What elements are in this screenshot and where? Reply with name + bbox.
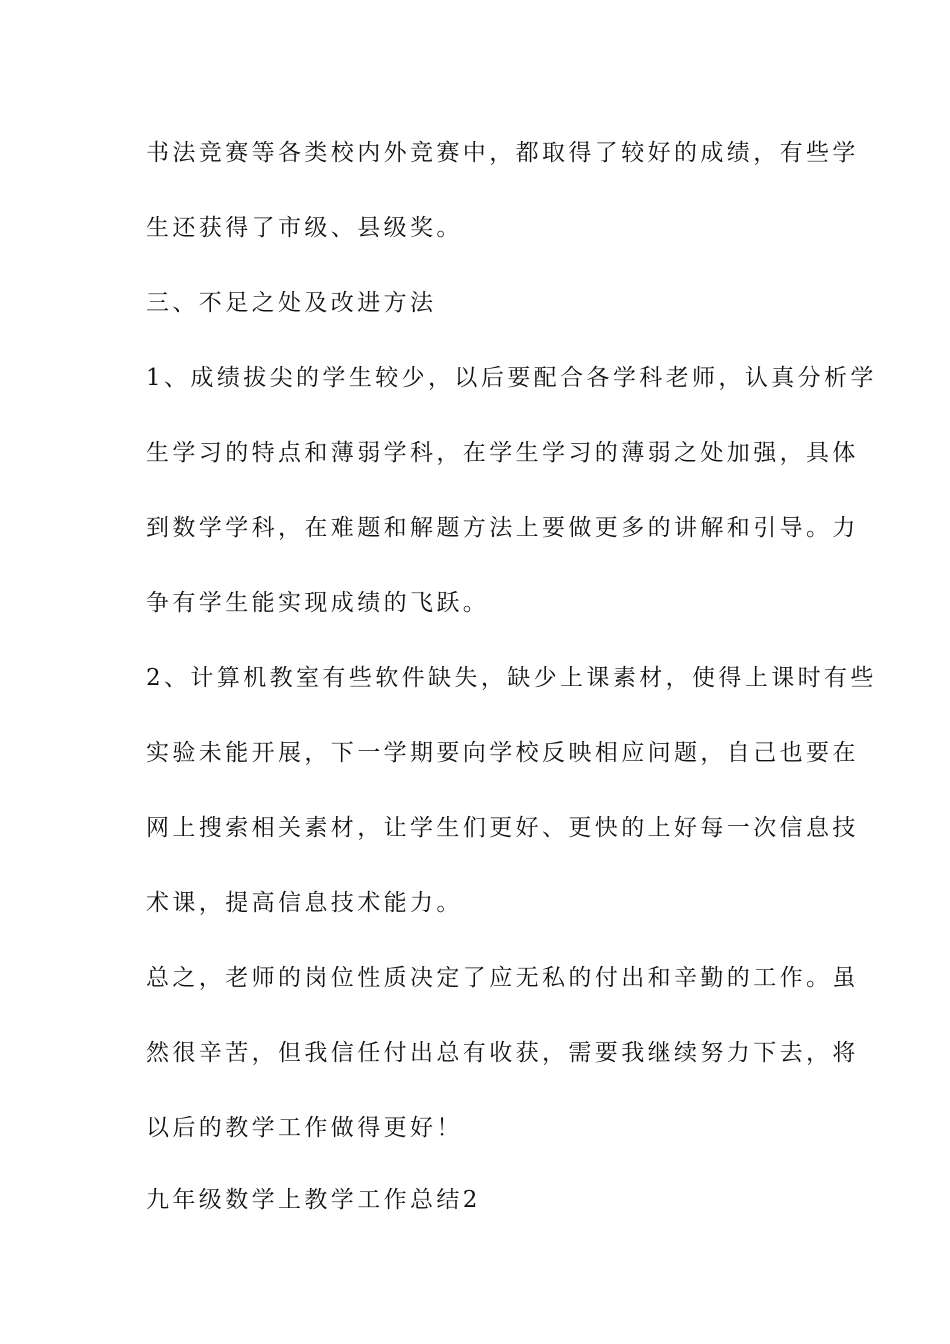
section-heading: 三、不足之处及改进方法	[146, 290, 437, 316]
article-title: 九年级数学上教学工作总结2	[146, 1187, 481, 1213]
body-text-line: 总之，老师的岗位性质决定了应无私的付出和辛勤的工作。虽	[146, 965, 859, 991]
body-text-line: 以后的教学工作做得更好！	[146, 1115, 463, 1141]
list-item-text: 实验未能开展，下一学期要向学校反映相应问题，自己也要在	[146, 740, 859, 766]
list-item-text: 2、计算机教室有些软件缺失，缺少上课素材，使得上课时有些	[146, 665, 877, 691]
list-item-text: 争有学生能实现成绩的飞跃。	[146, 590, 490, 616]
list-item-text: 到数学学科，在难题和解题方法上要做更多的讲解和引导。力	[146, 515, 859, 541]
body-text-line: 书法竞赛等各类校内外竞赛中，都取得了较好的成绩，有些学	[146, 140, 859, 166]
list-item-text: 1、成绩拔尖的学生较少，以后要配合各学科老师，认真分析学	[146, 365, 877, 391]
list-item-text: 网上搜索相关素材，让学生们更好、更快的上好每一次信息技	[146, 815, 859, 841]
list-item-text: 术课，提高信息技术能力。	[146, 890, 463, 916]
list-item-text: 生学习的特点和薄弱学科，在学生学习的薄弱之处加强，具体	[146, 440, 859, 466]
body-text-line: 然很辛苦，但我信任付出总有收获，需要我继续努力下去，将	[146, 1040, 859, 1066]
body-text-line: 生还获得了市级、县级奖。	[146, 215, 463, 241]
